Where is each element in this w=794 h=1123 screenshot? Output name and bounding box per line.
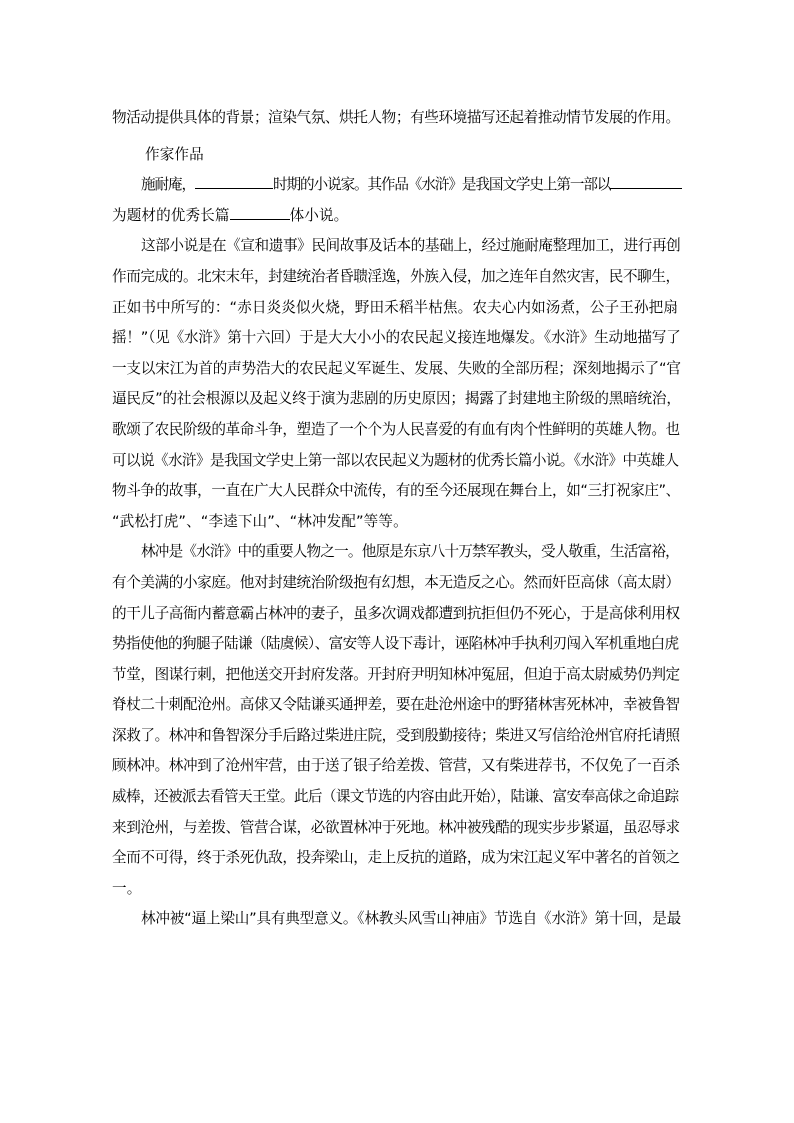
text-fragment: 为题材的优秀长篇 [112,206,230,224]
answer-blank [610,174,682,189]
paragraph-lin-chong [112,537,682,904]
paragraph-line: 全而不可得，终于杀死仇敌，投奔梁山，走上反抗的道路，成为宋江起义军中著名的首领之 [112,849,680,867]
paragraph-line: 一支以宋江为首的声势浩大的农民起义军诞生、发展、失败的全部历程；深刻地揭示了“官 [112,359,681,377]
paragraph-significance [112,904,682,935]
paragraph-line: 深救了。林冲和鲁智深分手后路过柴进庄院，受到殷勤接待；柴进又写信给沧州官府托请照 [112,726,680,744]
paragraph-line: “武松打虎”、“李逵下山”、“林冲发配”等等。 [112,512,408,530]
text-fragment: 施耐庵， [141,176,195,194]
paragraph-line: 的干儿子高衙内蓄意霸占林冲的妻子，虽多次调戏都遭到抗拒但仍不死心，于是高俅利用权 [112,604,680,622]
paragraph-line: 物斗争的故事，一直在广大人民群众中流传，有的至今还展现在舞台上，如“三打祝家庄”、 [112,482,680,500]
paragraph-line: 势指使他的狗腿子陆谦（陆虞候）、富安等人设下毒计，诬陷林冲手执利刃闯入军机重地白虎 [112,635,679,653]
text-fragment: 时期的小说家。其作品《水浒》是我国文学史上第一部以 [272,176,611,194]
text-line: 物活动提供具体的背景；渲染气氛、烘托人物；有些环境描写还起着推动情节发展的作用。 [112,109,680,126]
answer-blank [195,174,273,189]
paragraph-line: 正如书中所写的：“赤日炎炎似火烧，野田禾稻半枯焦。农夫心内如汤煮，公子王孙把扇 [112,298,679,316]
paragraph-line: 这部小说是在《宣和遗事》民间故事及话本的基础上，经过施耐庵整理加工，进行再创 [141,237,681,255]
paragraph-line: 作而完成的。北宋末年，封建统治者昏聩淫逸，外族入侵，加之连年自然灾害，民不聊生， [112,267,680,285]
paragraph-line: 顾林冲。林冲到了沧州牢营，由于送了银子给差拨、管营，又有柴进荐书，不仅免了一百杀 [112,757,680,775]
paragraph-line: 威棒，还被派去看管天王堂。此后（课文节选的内容由此开始），陆谦、富安奉高俅之命追踪 [112,788,679,806]
paragraph-line: 节堂，图谋行刺，把他送交开封府发落。开封府尹明知林冲冤屈，但迫于高太尉威势仍判定 [112,665,680,683]
paragraph-line: 有个美满的小家庭。他对封建统治阶级抱有幻想，本无造反之心。然而奸臣高俅（高太尉） [112,573,680,591]
paragraph-line: 林冲被“逼上梁山”具有典型意义。《林教头风雪山神庙》节选自《水浒》第十回，是最 [141,910,681,928]
paragraph-line: 可以说《水浒》是我国文学史上第一部以农民起义为题材的优秀长篇小说。《水浒》中英雄人 [112,451,679,469]
paragraph-line: 逼民反”的社会根源以及起义终于演为悲剧的历史原因；揭露了封建地主阶级的黑暗统治， [112,390,681,408]
fill-blank-line-2 [112,201,682,232]
paragraph-line: 来到沧州，与差拨、管营合谋，必欲置林冲于死地。林冲被残酷的现实步步紧逼，虽忍辱求 [112,818,680,836]
section-heading: 作家作品 [145,145,204,163]
answer-blank [230,205,290,220]
paragraph-line: 摇！”（见《水浒》第十六回）于是大大小小的农民起义接连地爆发。《水浒》生动地描写了 [112,329,681,347]
fill-blank-line-1 [112,170,682,201]
paragraph-line: 脊杖二十刺配沧州。高俅又令陆谦买通押差，要在赴沧州途中的野猪林害死林冲，幸被鲁智 [112,696,680,714]
paragraph-line: 一。 [112,879,142,897]
document-page [112,103,682,935]
paragraph-line: 歌颂了农民阶级的革命斗争，塑造了一个个为人民喜爱的有血有肉个性鲜明的英雄人物。也 [112,420,680,438]
paragraph-background [112,231,682,537]
paragraph-line: 林冲是《水浒》中的重要人物之一。他原是东京八十万禁军教头，受人敬重，生活富裕， [141,543,679,561]
text-fragment: 体小说。 [289,206,349,224]
